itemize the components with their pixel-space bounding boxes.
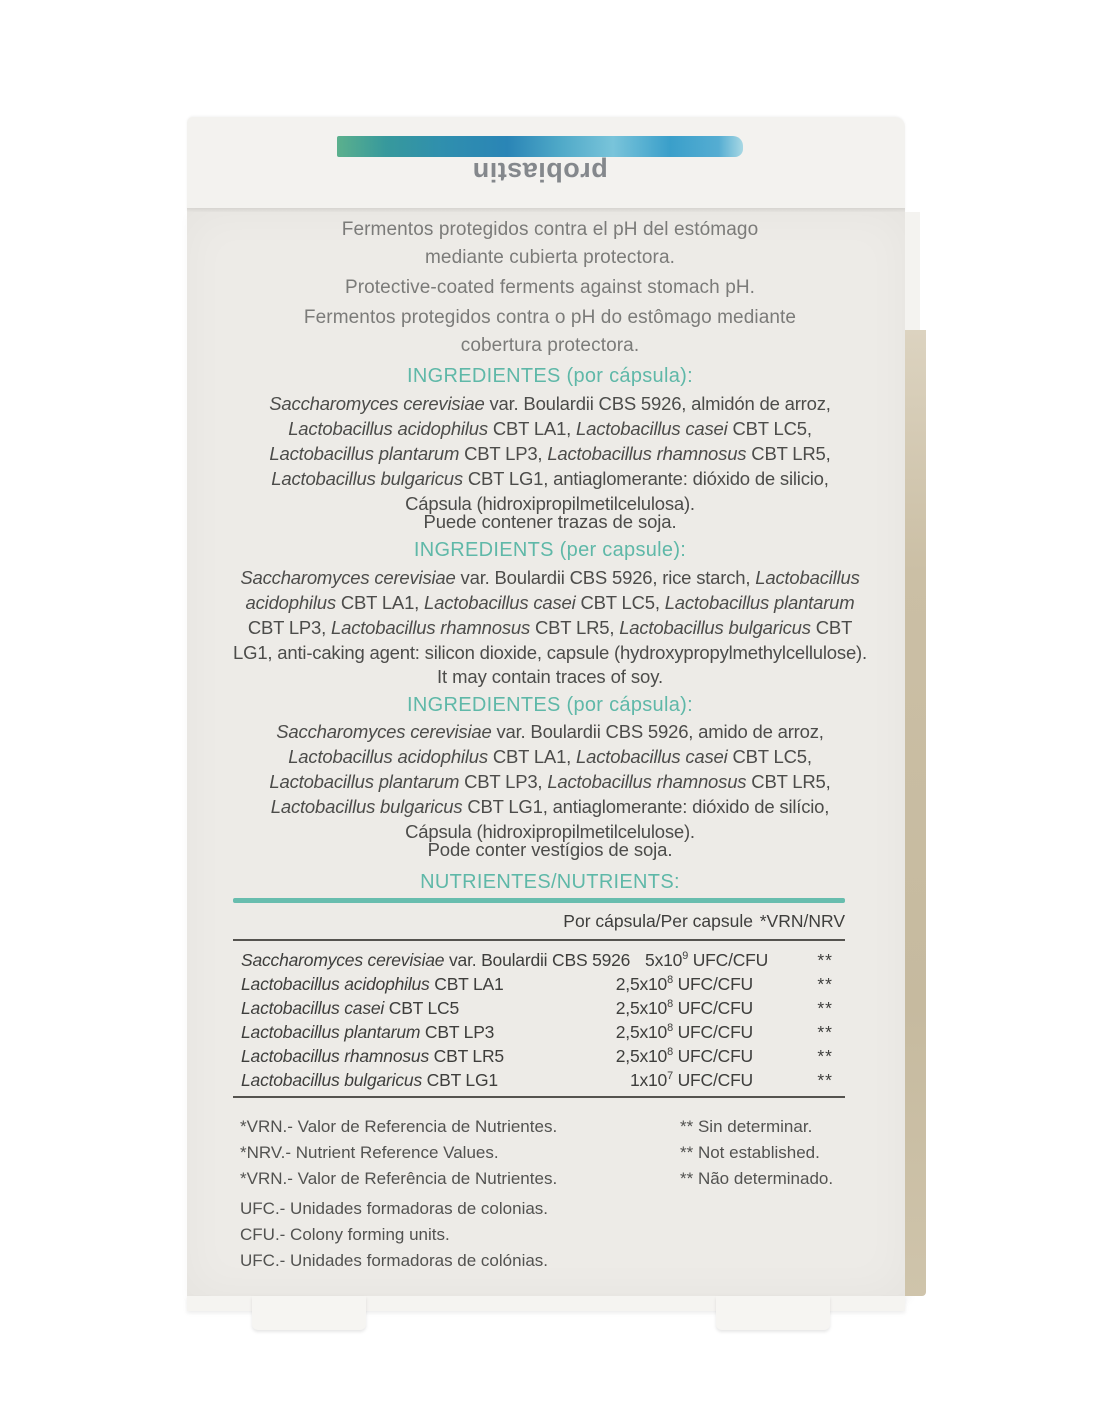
nutrient-nrv: ** — [817, 998, 833, 1018]
nutrient-amount: $2,5x10^8$ UFC/CFU — [615, 998, 753, 1018]
footnote-nd-en: ** Not established. — [680, 1143, 820, 1162]
footnote-vrn-es: *VRN.- Valor de Referencia de Nutrientes. — [240, 1117, 558, 1136]
table-rule-top — [233, 939, 845, 941]
nutrient-nrv: ** — [817, 1046, 833, 1066]
nutrient-nrv: ** — [817, 950, 833, 970]
ingredients-heading-en: INGREDIENTS (per capsule): — [413, 539, 687, 561]
footnote-nrv-en: *NRV.- Nutrient Reference Values. — [240, 1143, 499, 1162]
footnote-ufc-es: UFC.- Unidades formadoras de colonias. — [240, 1199, 549, 1218]
nutrient-nrv: ** — [817, 974, 833, 994]
intro-text-es: Fermentos protegidos contra el pH del estómago mediante cubierta protectora. — [341, 219, 759, 268]
footnotes-vrn — [240, 1114, 885, 1192]
nutrient-nrv: ** — [817, 1022, 833, 1042]
table-row — [233, 948, 845, 972]
table-row — [233, 972, 845, 996]
nutrient-name: Lactobacillus rhamnosus CBT LR5 — [241, 1046, 504, 1066]
back-panel-content — [205, 0, 895, 1422]
nutrient-name: Saccharomyces cerevisiae var. Boulardii CBS 5926 — [241, 950, 631, 970]
footnote-ufc-pt: UFC.- Unidades formadoras de colónias. — [240, 1251, 549, 1270]
footnote-vrn-pt: *VRN.- Valor de Referência de Nutrientes. — [240, 1169, 558, 1188]
ingredients-note-es: Puede contener trazas de soja. — [423, 511, 677, 532]
nutrient-name: Lactobacillus bulgaricus CBT LG1 — [241, 1070, 498, 1090]
nutrient-amount: $2,5x10^8$ UFC/CFU — [615, 1046, 753, 1066]
nutrients-table — [233, 948, 845, 1092]
nutrient-amount: $2,5x10^8$ UFC/CFU — [615, 974, 753, 994]
table-row — [233, 1044, 845, 1068]
nutrient-name: Lactobacillus casei CBT LC5 — [241, 998, 460, 1018]
ingredients-note-pt: Pode conter vestígios de soja. — [427, 839, 673, 860]
brand-logo: probiastin — [472, 157, 608, 187]
ingredients-body-en: Saccharomyces cerevisiae var. Boulardii CBS 5926, rice starch, Lactobacillus acidophilus CBT LA1, Lactobacillus casei CBT LC5, Lactobacillus plantarum CBT LP3, Lactobacillus rhamnosus CBT LR5, Lactobacillus bulgaricus CBT LG1, anti-caking agent: silicon dioxide, capsule (hydroxypropylmethylcellulose). — [233, 567, 867, 663]
nutrients-heading: NUTRIENTES/NUTRIENTS: — [420, 871, 680, 893]
ingredients-note-en: It may contain traces of soy. — [436, 666, 664, 687]
footnote-nd-es: ** Sin determinar. — [680, 1117, 813, 1136]
table-row — [233, 996, 845, 1020]
nutrient-name: Lactobacillus plantarum CBT LP3 — [241, 1022, 495, 1042]
ingredients-body-es: Saccharomyces cerevisiae var. Boulardii CBS 5926, almidón de arroz, Lactobacillus acidophilus CBT LA1, Lactobacillus casei CBT LC5, Lactobacillus plantarum CBT LP3, Lactobacillus rhamnosus CBT LR5, Lactobacillus bulgaricus CBT LG1, antiaglomerante: dióxido de silicio, Cápsula (hidroxipropilmetilcelulosa). — [269, 393, 831, 514]
footnotes-units — [240, 1196, 885, 1274]
ingredients-heading-es: INGREDIENTES (por cápsula): — [407, 365, 693, 387]
nutrient-name: Lactobacillus acidophilus CBT LA1 — [241, 974, 504, 994]
table-row — [233, 1020, 845, 1044]
ingredients-heading-pt: INGREDIENTES (por cápsula): — [407, 694, 693, 716]
footnote-nd-pt: ** Não determinado. — [680, 1169, 834, 1188]
nutrients-teal-rule — [233, 898, 845, 903]
nutrient-amount: $2,5x10^8$ UFC/CFU — [615, 1022, 753, 1042]
footnote-cfu-en: CFU.- Colony forming units. — [240, 1225, 450, 1244]
box-side-edge-top — [905, 212, 920, 332]
table-row — [233, 1068, 845, 1092]
nutrient-amount: $5x10^9$ UFC/CFU — [645, 950, 769, 970]
nutrient-amount: $1x10^7$ UFC/CFU — [629, 1070, 753, 1090]
nutrient-nrv: ** — [817, 1070, 833, 1090]
box-cardboard-edge — [905, 330, 926, 1296]
table-rule-bottom — [233, 1096, 845, 1098]
nutrients-table-header — [233, 911, 845, 932]
column-header-vrn-nrv: *VRN/NRV — [759, 911, 845, 931]
intro-text-pt: Fermentos protegidos contra o pH do estômago mediante cobertura protectora. — [303, 307, 797, 356]
intro-text-en: Protective-coated ferments against stomach pH. — [344, 277, 756, 298]
ingredients-body-pt: Saccharomyces cerevisiae var. Boulardii CBS 5926, amido de arroz, Lactobacillus acidophilus CBT LA1, Lactobacillus casei CBT LC5, Lactobacillus plantarum CBT LP3, Lactobacillus rhamnosus CBT LR5, Lactobacillus bulgaricus CBT LG1, antiaglomerante: dióxido de silício, Cápsula (hidroxipropilmetilcelulose). — [269, 721, 831, 842]
column-header-per-capsule: Por cápsula/Per capsule — [563, 911, 753, 931]
